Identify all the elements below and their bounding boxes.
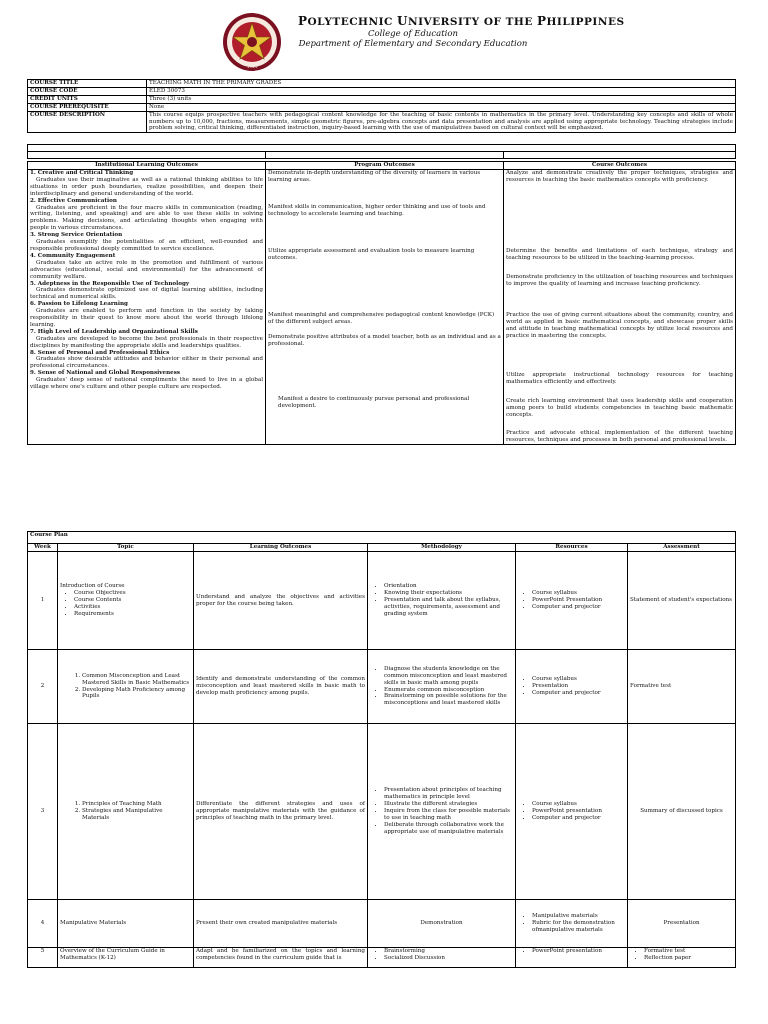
course-prerequisite-label: COURSE PREREQUISITE: [28, 103, 147, 111]
course-code-label: COURSE CODE: [28, 87, 147, 95]
resource-item: • Presentation: [532, 683, 625, 690]
learning-outcome: Understand and analyze the objectives and activities proper for the course being taken.: [194, 552, 368, 650]
program-outcome: Demonstrate positive attributes of a model teacher, both as an individual and as a professional.: [268, 334, 501, 347]
plan-row-week-2: [28, 650, 736, 724]
methodology-cell: [368, 724, 516, 900]
assessment-item: • Reflection paper: [644, 955, 733, 962]
method-item: • Presentation and talk about the syllabus, activities, requirements, assessment and grading system: [384, 597, 513, 618]
ilo-desc: Graduates use their imaginative as well as a rational thinking abilities to life situations in order push boundaries, realize possibilities, and deepen their interdisciplinary and general understanding of the world.: [30, 176, 263, 197]
week-number: 1: [28, 552, 58, 650]
ilo-desc: Graduates are enabled to perform and function in the society by taking responsibility in their quest to know more about the world through lifelong learning.: [30, 308, 263, 328]
resource-item: • Computer and projector: [532, 604, 625, 611]
program-outcomes-header: Program Outcomes: [266, 162, 504, 170]
topic-item: 1. Common Misconception and Least Mastered Skills in Basic Mathematics: [82, 673, 191, 687]
topic-item: • Activities: [74, 604, 191, 611]
week-number: 3: [28, 724, 58, 900]
methodology-cell: [368, 650, 516, 724]
course-prerequisite-value: None: [147, 103, 736, 111]
ilo-title: 3. Strong Service Orientation: [30, 232, 123, 239]
program-outcome: Utilize appropriate assessment and evaluation tools to measure learning outcomes.: [268, 248, 475, 261]
topic-intro: Introduction of Course: [60, 583, 125, 590]
ilo-desc: Graduates show desirable attitudes and behavior either in their personal and professional circumstances.: [30, 356, 263, 370]
topic-item: 1. Principles of Teaching Math: [82, 801, 191, 808]
resource-item: • Computer and projector: [532, 815, 625, 822]
credit-units-row: [28, 95, 736, 103]
assessment-item: • Formative test: [644, 948, 733, 955]
learning-outcome: Present their own created manipulative materials: [194, 900, 368, 948]
program-outcome: Manifest a desire to continuously pursue personal and professional development.: [278, 396, 470, 409]
assessment-cell: [628, 948, 736, 968]
course-outcomes-header: Course Outcomes: [504, 162, 736, 170]
ilo-title: 2. Effective Communication: [30, 197, 117, 204]
ilo-title: 8. Sense of Personal and Professional Ethics: [30, 349, 170, 356]
topic-cell: [58, 650, 194, 724]
svg-text:1904: 1904: [246, 64, 258, 69]
credit-units-value: Three (3) units: [147, 95, 736, 103]
topic-header: Topic: [58, 544, 194, 552]
ilo-title: 4. Community Engagement: [30, 252, 116, 259]
course-outcome: Practice the use of giving current situations about the community, country, and world as applied in basic mathematical concepts, and showcase proper skills and attitude in teaching mathematical concepts by utilize local resources and practice in mastering the concepts.: [506, 312, 733, 339]
method-item: • Inquire from the class for possible materials to use in teaching math: [384, 808, 513, 822]
program-outcome: Manifest skills in communication, higher order thinking and use of tools and technology to accelerate learning and teaching.: [268, 204, 486, 217]
resource-item: • Computer and projector: [532, 690, 625, 697]
topic-cell: [58, 724, 194, 900]
course-outcome: Create rich learning environment that uses leadership skills and cooperation among peers to build students competencies in teaching basic mathematic concepts.: [506, 398, 733, 418]
topic-item: 2. Developing Math Proficiency among Pupils: [82, 687, 191, 701]
learning-outcome: Differentiate the different strategies and uses of appropriate manipulative materials with the guidance of principles of teaching math in the primary level.: [194, 724, 368, 900]
ilo-desc: Graduates take an active role in the promotion and fulfillment of various advocacies (educational, social and environmental) for the advancement of community welfare.: [30, 259, 263, 280]
course-plan-table: [27, 531, 736, 968]
program-outcomes-column: [266, 170, 504, 445]
resource-item: • PowerPoint presentation: [532, 948, 625, 955]
course-code-row: [28, 87, 736, 95]
topic-cell: Manipulative Materials: [58, 900, 194, 948]
resources-cell: [516, 724, 628, 900]
methodology-cell: [368, 552, 516, 650]
resource-item: • PowerPoint Presentation: [532, 597, 625, 604]
resources-cell: [516, 650, 628, 724]
course-plan-title: Course Plan: [28, 532, 736, 544]
course-outcome: Practice and advocate ethical implementation of the different teaching resources, techniques and processes in both personal and professional levels.: [506, 430, 733, 443]
assessment-cell: Presentation: [628, 900, 736, 948]
plan-row-week-1: [28, 552, 736, 650]
assessment-header: Assessment: [628, 544, 736, 552]
course-description-label: COURSE DESCRIPTION: [28, 111, 147, 133]
methodology-cell: Demonstration: [368, 900, 516, 948]
methodology-cell: [368, 948, 516, 968]
course-description-row: [28, 111, 736, 133]
method-item: • Brainstorming on possible solutions for the misconceptions and least mastered skills: [384, 693, 513, 707]
resource-item: • PowerPoint presentation: [532, 808, 625, 815]
course-title-value: TEACHING MATH IN THE PRIMARY GRADES: [147, 80, 736, 88]
ilo-desc: Graduates are proficient in the four macro skills in communication (reading, writing, listening, and speaking) and are able to use these skills in solving problems. Making decisions, and articulating thoughts when engaging with people in various circumstances.: [30, 204, 263, 232]
method-item: • Brainstorming: [384, 948, 513, 955]
resource-item: • Course syllabus: [532, 676, 625, 683]
learning-outcomes-header: Learning Outcomes: [194, 544, 368, 552]
assessment-cell: Statement of student's expectations: [628, 552, 736, 650]
spacer-table: [27, 144, 736, 159]
assessment-cell: Summary of discussed topics: [628, 724, 736, 900]
ilo-desc: Graduates' deep sense of national compliments the need to live in a global village where one's culture and other people culture are respected.: [30, 377, 263, 391]
week-number: 2: [28, 650, 58, 724]
resources-header: Resources: [516, 544, 628, 552]
assessment-cell: Formative test: [628, 650, 736, 724]
methodology-header: Methodology: [368, 544, 516, 552]
spacer-cell: [28, 152, 266, 159]
university-seal-icon: [222, 12, 282, 72]
resource-item: • Course syllabus: [532, 590, 625, 597]
course-description-value: This course equips prospective teachers with pedagogical content knowledge for the teaching of basic contents in mathematics in the primary level. Understanding key concepts and skills of whole numbers up to 10,000, fractions, measurements, simple geometric figures, pre-algebra concepts and data presentation and analysis are applied using appropriate technology. Teaching strategies include problem solving, critical thinking, differentiated instruction, inquiry-based learning with the use of manipulatives based on cultural context will be emphasized.: [147, 111, 736, 133]
college-name: [298, 29, 528, 49]
method-item: • Socialized Discussion: [384, 955, 513, 962]
method-item: • Orientation: [384, 583, 513, 590]
method-item: • Illustrate the different strategies: [384, 801, 513, 808]
program-outcome: Demonstrate in-depth understanding of the diversity of learners in various learning areas.: [268, 170, 481, 183]
week-number: 5: [28, 948, 58, 968]
ilo-title: 7. High Level of Leadership and Organizational Skills: [30, 328, 198, 335]
ilo-title: 9. Sense of National and Global Responsiveness: [30, 370, 180, 377]
topic-item: 2. Strategies and Manipulative Materials: [82, 808, 191, 822]
resource-item: • Course syllabus: [532, 801, 625, 808]
spacer-cell: [266, 152, 504, 159]
resources-cell: [516, 552, 628, 650]
plan-row-week-3: [28, 724, 736, 900]
course-outcome: Demonstrate proficiency in the utilization of teaching resources and techniques to improve the quality of learning and increase teaching proficiency.: [506, 274, 733, 287]
ilo-desc: Graduates exemplify the potentialities of an efficient, well-rounded and responsible professional deeply committed to service excellence.: [30, 239, 263, 252]
course-outcome: Utilize appropriate instructional technology resources for teaching mathematics efficiently and effectively.: [506, 372, 733, 385]
method-item: • Diagnose the students knowledge on the common misconception and least mastered skills in basic math among pupils: [384, 666, 513, 687]
document-header: [222, 12, 625, 72]
plan-row-week-5: [28, 948, 736, 968]
ilo-header: Institutional Learning Outcomes: [28, 162, 266, 170]
course-outcome: Analyze and demonstrate creatively the proper techniques, strategies and resources in teaching the basic mathematics concepts with proficiency.: [506, 170, 733, 183]
course-outcomes-column: [504, 170, 736, 445]
topic-item: • Requirements: [74, 611, 191, 618]
learning-outcome: Adapt and be familiarized on the topics and learning competencies found in the curriculum guide that is: [194, 948, 368, 968]
week-header: Week: [28, 544, 58, 552]
course-info-table: [27, 79, 736, 133]
university-name: POLYTECHNIC UNIVERSITY OF THE PHILIPPINES: [298, 14, 625, 28]
resources-cell: [516, 948, 628, 968]
resource-item: • Manipulative materials: [532, 913, 625, 920]
week-number: 4: [28, 900, 58, 948]
course-outcome: Determine the benefits and limitations of each technique, strategy and teaching resources to be utilized in the teaching-learning process.: [506, 248, 733, 261]
method-item: • Deliberate through collaborative work the appropriate use of manipulative materials: [384, 822, 513, 836]
outcomes-table: [27, 161, 736, 445]
program-outcome: Manifest meaningful and comprehensive pedagogical content knowledge (PCK) of the different subject areas.: [268, 312, 495, 325]
course-title-row: [28, 80, 736, 88]
course-prerequisite-row: [28, 103, 736, 111]
course-code-value: ELED 30073: [147, 87, 736, 95]
method-item: • Knowing their expectations: [384, 590, 513, 597]
topic-item: • Course Contents: [74, 597, 191, 604]
plan-row-week-4: [28, 900, 736, 948]
topic-cell: [58, 552, 194, 650]
course-title-label: COURSE TITLE: [28, 80, 147, 88]
resources-cell: [516, 900, 628, 948]
ilo-column: [28, 170, 266, 445]
topic-item: • Course Objectives: [74, 590, 191, 597]
spacer-cell: [504, 152, 736, 159]
ilo-title: 6. Passion to Lifelong Learning: [30, 301, 128, 308]
ilo-title: 1. Creative and Critical Thinking: [30, 170, 134, 176]
spacer-row: [28, 145, 736, 152]
credit-units-label: CREDIT UNITS: [28, 95, 147, 103]
topic-list: [60, 590, 191, 618]
ilo-desc: Graduates are developed to become the best professionals in their respective disciplines by manifesting the appropriate skills and leaderships qualities.: [30, 335, 263, 349]
learning-outcome: Identify and demonstrate understanding of the common misconception and least mastered skills in basic math to develop math proficiency among pupils.: [194, 650, 368, 724]
department-title: Department of Elementary and Secondary Education: [298, 39, 528, 49]
resource-item: • Rubric for the demonstration ofmanipulative materials: [532, 920, 625, 934]
college-title: College of Education: [368, 29, 458, 39]
method-item: • Presentation about principles of teaching mathematics in principle level: [384, 787, 513, 801]
ilo-desc: Graduates demonstrate optimized use of digital learning abilities, including technical and numerical skills.: [30, 287, 263, 301]
topic-cell: Overview of the Curriculum Guide in Mathematics (K-12): [58, 948, 194, 968]
ilo-title: 5. Adeptness in the Responsible Use of Technology: [30, 280, 190, 287]
method-item: • Enumerate common misconception: [384, 687, 513, 694]
